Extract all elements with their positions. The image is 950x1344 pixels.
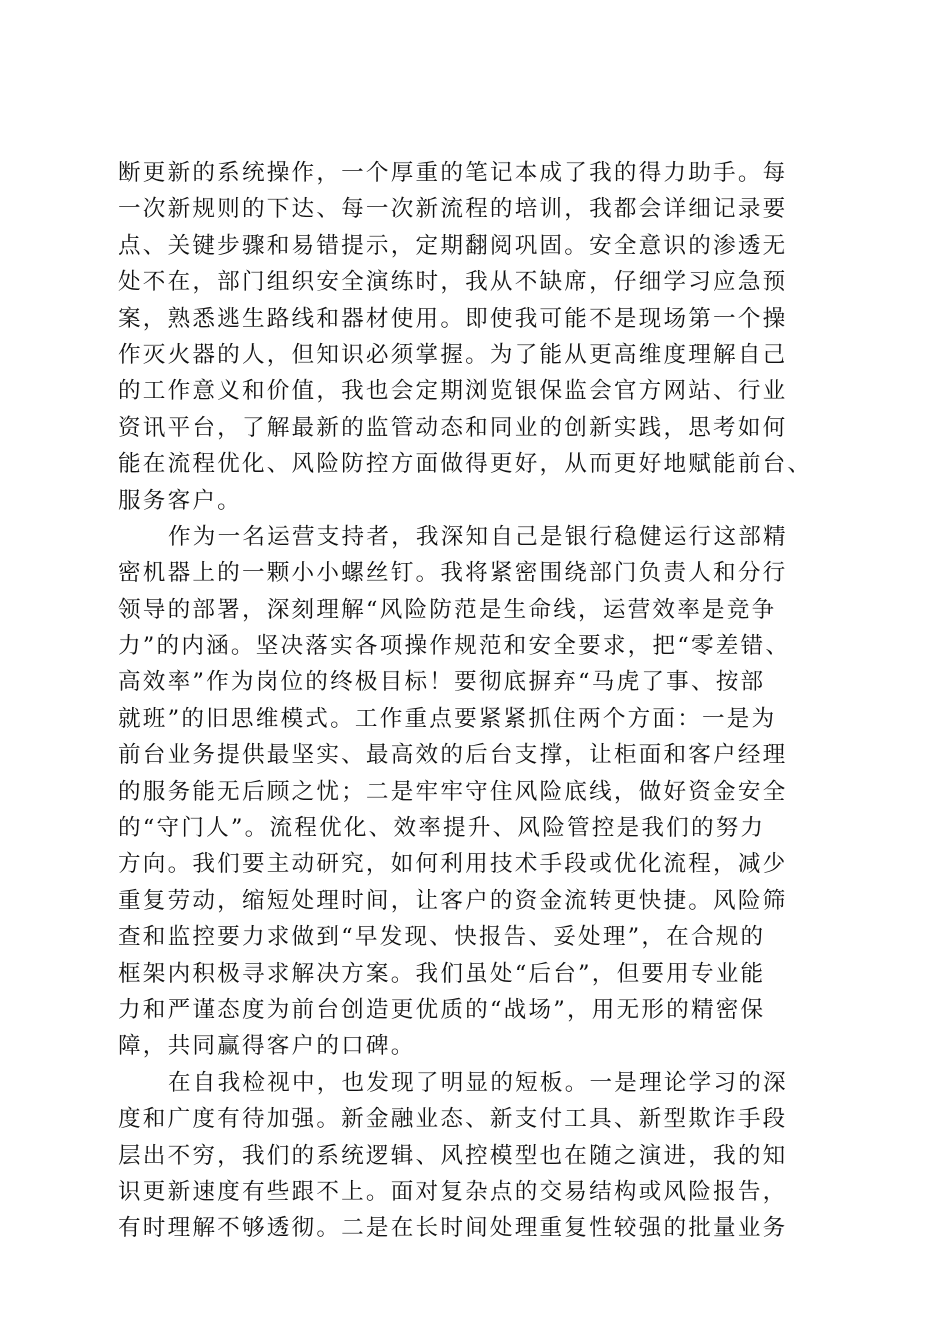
paragraph: [118, 155, 840, 519]
text-line: 密机器上的一颗小小螺丝钉。我将紧密围绕部门负责人和分行: [118, 560, 788, 587]
text-line: 方向。我们要主动研究，如何利用技术手段或优化流程，减少: [118, 851, 788, 878]
text-line: 处不在，部门组织安全演练时，我从不缺席，仔细学习应急预: [118, 269, 788, 296]
text-line: 资讯平台，了解最新的监管动态和同业的创新实践，思考如何: [118, 414, 788, 441]
paragraph: [118, 1065, 840, 1247]
document-body: [118, 155, 840, 1247]
text-line: 服务客户。: [118, 487, 242, 514]
text-line: 能在流程优化、风险防控方面做得更好，从而更好地赋能前台、: [118, 451, 813, 478]
text-line: 度和广度有待加强。新金融业态、新支付工具、新型欺诈手段: [118, 1106, 788, 1133]
text-line: 有时理解不够透彻。二是在长时间处理重复性较强的批量业务: [118, 1215, 788, 1242]
text-line: 层出不穷，我们的系统逻辑、风控模型也在随之演进，我的知: [118, 1142, 788, 1169]
text-line: 一次新规则的下达、每一次新流程的培训，我都会详细记录要: [118, 196, 788, 223]
text-line: 领导的部署，深刻理解“风险防范是生命线，运营效率是竞争: [118, 596, 777, 623]
paragraph: [118, 519, 840, 1065]
text-line: 就班”的旧思维模式。工作重点要紧紧抓住两个方面：一是为: [118, 705, 777, 732]
text-line: 的服务能无后顾之忧；二是牢牢守住风险底线，做好资金安全: [118, 778, 788, 805]
text-line: 的“守门人”。流程优化、效率提升、风险管控是我们的努力: [118, 815, 766, 842]
text-line: 前台业务提供最坚实、最高效的后台支撑，让柜面和客户经理: [118, 742, 788, 769]
text-line: 框架内积极寻求解决方案。我们虽处“后台”，但要用专业能: [118, 960, 766, 987]
text-line: 在自我检视中，也发现了明显的短板。一是理论学习的深: [168, 1069, 788, 1096]
text-line: 识更新速度有些跟不上。面对复杂点的交易结构或风险报告，: [118, 1178, 788, 1205]
text-line: 查和监控要力求做到“早发现、快报告、妥处理”，在合规的: [118, 924, 766, 951]
text-line: 障，共同赢得客户的口碑。: [118, 1033, 416, 1060]
text-line: 重复劳动，缩短处理时间，让客户的资金流转更快捷。风险筛: [118, 887, 788, 914]
text-line: 的工作意义和价值，我也会定期浏览银保监会官方网站、行业: [118, 378, 788, 405]
text-line: 力”的内涵。坚决落实各项操作规范和安全要求，把“零差错、: [118, 633, 791, 660]
text-line: 点、关键步骤和易错提示，定期翻阅巩固。安全意识的渗透无: [118, 232, 788, 259]
text-line: 案，熟悉逃生路线和器材使用。即使我可能不是现场第一个操: [118, 305, 788, 332]
text-line: 作为一名运营支持者，我深知自己是银行稳健运行这部精: [168, 523, 788, 550]
text-line: 高效率”作为岗位的终极目标！要彻底摒弃“马虎了事、按部: [118, 669, 766, 696]
text-line: 作灭火器的人，但知识必须掌握。为了能从更高维度理解自己: [118, 341, 788, 368]
text-line: 断更新的系统操作，一个厚重的笔记本成了我的得力助手。每: [118, 160, 788, 186]
text-line: 力和严谨态度为前台创造更优质的“战场”，用无形的精密保: [118, 996, 766, 1023]
